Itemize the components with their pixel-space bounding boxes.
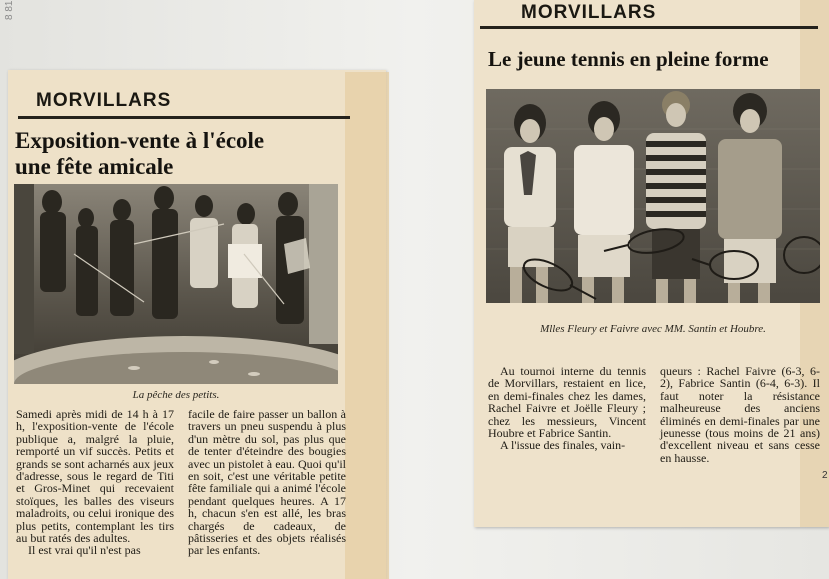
left-headline-line1: Exposition-vente à l'école — [15, 128, 265, 153]
left-col1-paragraph: Samedi après midi de 14 h à 17 h, l'exposition-vente de l'école publique a, malgré la pluie, remporté un vif succès. Petits et grands se sont acharnés aux jeux d'adresse, sous le regard de Titi et Gros-Minet qui recevaient stoïques, les balles des viseurs maladroits, ou celui ironique des plus petits, contemplant les tirs au but ratés des adultes. — [16, 407, 174, 546]
right-col2-paragraph: queurs : Rachel Faivre (6-3, 6-2), Fabrice Santin (6-4, 6-3). Il faut noter la résistance malheureuse des anciens éliminés en demi-finales par une jeunesse (tous moins de 21 ans) d'excellent niveau et sans cesse en hausse. — [660, 364, 820, 465]
right-col1-paragraph: Au tournoi interne du tennis de Morvillars, restaient en lice, en demi-finales chez les dames, Rachel Faivre et Joëlle Fleury ; chez les messieurs, Vincent Houbre et Fabrice Santin. — [488, 364, 646, 441]
left-article-column-1 — [16, 408, 174, 557]
tennis-players-photo — [486, 89, 820, 303]
right-headline: Le jeune tennis en pleine forme — [488, 47, 769, 71]
pencil-note: 8 81 — [4, 0, 15, 20]
left-headline-line2: une fête amicale — [15, 154, 174, 179]
left-section-label: MORVILLARS — [36, 90, 172, 111]
right-article-column-2 — [660, 365, 820, 464]
left-section-rule — [18, 116, 350, 119]
right-col1-paragraph: A l'issue des finales, vain- — [500, 438, 626, 453]
left-photo-caption: La pêche des petits. — [132, 389, 220, 401]
fishing-game-photo — [14, 184, 338, 384]
left-headline — [15, 128, 264, 180]
left-tape-strip — [345, 72, 389, 579]
right-photo-caption: Mlles Fleury et Faivre avec MM. Santin et Houbre. — [540, 323, 766, 335]
left-col1-paragraph: Il est vrai qu'il n'est pas — [28, 543, 141, 558]
left-col2-paragraph: facile de faire passer un ballon à travers un pneu suspendu à plus d'un mètre du sol, pas plus que de tenter d'éteindre des bougies avec un pistolet à eau. Quoi qu'il en soit, c'est une véritable petite fête familiale qui a animé l'école pendant quelques heures. A 17 h, chacun s'en est allé, les bras chargés de cadeaux, de pâtisseries et des objets réalisés par les enfants. — [188, 407, 346, 558]
right-section-rule — [480, 26, 818, 29]
right-section-label: MORVILLARS — [521, 2, 657, 23]
left-article-column-2 — [188, 408, 346, 557]
right-article-column-1 — [488, 365, 646, 452]
right-edge-mark: 2 — [822, 470, 828, 481]
